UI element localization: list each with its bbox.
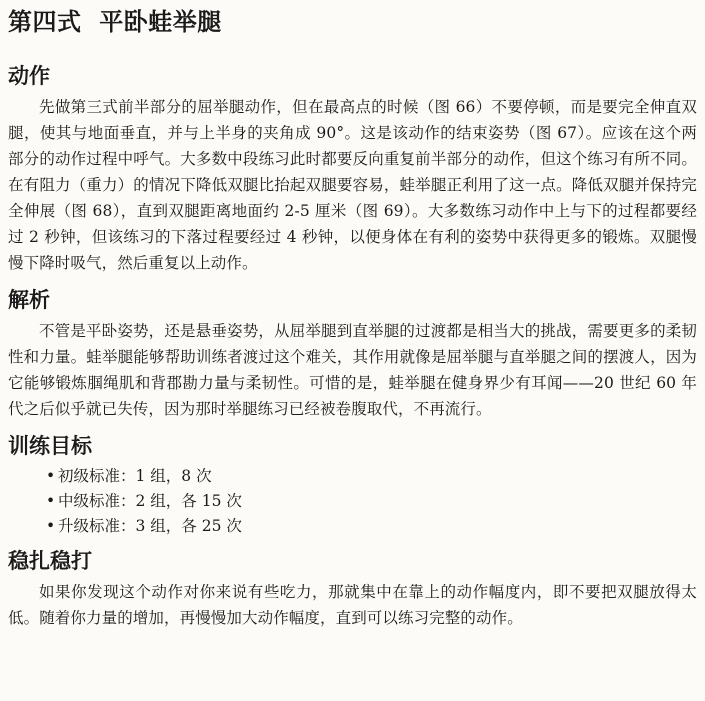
steady-progress-paragraph: 如果你发现这个动作对你来说有些吃力，那就集中在靠上的动作幅度内，即不要把双腿放得太低。随着你力量的增加，再慢慢加大动作幅度，直到可以练习完整的动作。 — [8, 583, 697, 627]
section-analysis — [8, 286, 697, 422]
list-item-advanced — [8, 514, 697, 539]
bullet-icon: • — [46, 517, 56, 535]
page-title: 第四式 平卧蛙举腿 — [8, 8, 222, 36]
bullet-icon: • — [46, 492, 56, 510]
analysis-paragraph: 不管是平卧姿势，还是悬垂姿势，从屈举腿到直举腿的过渡都是相当大的挑战，需要更多的柔韧性和力量。蛙举腿能够帮助训练者渡过这个难关，其作用就像是屈举腿与直举腿之间的摆渡人，因为它能够锻炼腘绳肌和背郡勘力量与柔韧性。可惜的是，蛙举腿在健身界少有耳闻——20 世纪 60 年代之后似乎就已失传，因为那时举腿练习已经被卷腹取代，不再流行。 — [8, 322, 697, 418]
list-item-beginner — [8, 464, 697, 489]
section-heading-movement: 动作 — [8, 64, 50, 88]
list-item-text: 升级标准：3 组，各 25 次 — [58, 517, 242, 535]
section-steady-progress — [8, 547, 697, 631]
section-movement — [8, 62, 697, 276]
bullet-icon: • — [46, 467, 56, 485]
list-item-text: 初级标准：1 组，8 次 — [58, 467, 212, 485]
section-heading-steady-progress: 稳扎稳打 — [8, 549, 92, 573]
section-heading-analysis: 解析 — [8, 288, 50, 312]
list-item-intermediate — [8, 489, 697, 514]
movement-paragraph: 先做第三式前半部分的屈举腿动作，但在最高点的时候（图 66）不要停顿，而是要完全伸直双腿，使其与地面垂直，并与上半身的夹角成 90°。这是该动作的结束姿势（图 67）。应该在这个两部分的动作过程中呼气。大多数中段练习此时都要反向重复前半部分的动作，但这个练习有所不同。在有阻力（重力）的情况下降低双腿比抬起双腿要容易，蛙举腿正利用了这一点。降低双腿并保持完全伸展（图 68），直到双腿距离地面约 2-5 厘米（图 69）。大多数练习动作中上与下的过程都要经过 2 秒钟，但该练习的下落过程要经过 4 秒钟，以便身体在有利的姿势中获得更多的锻炼。双腿慢慢下降时吸气，然后重复以上动作。 — [8, 98, 697, 272]
training-goals-list — [8, 464, 697, 539]
section-heading-training-goals: 训练目标 — [8, 434, 92, 458]
list-item-text: 中级标准：2 组，各 15 次 — [58, 492, 242, 510]
section-training-goals — [8, 432, 697, 539]
